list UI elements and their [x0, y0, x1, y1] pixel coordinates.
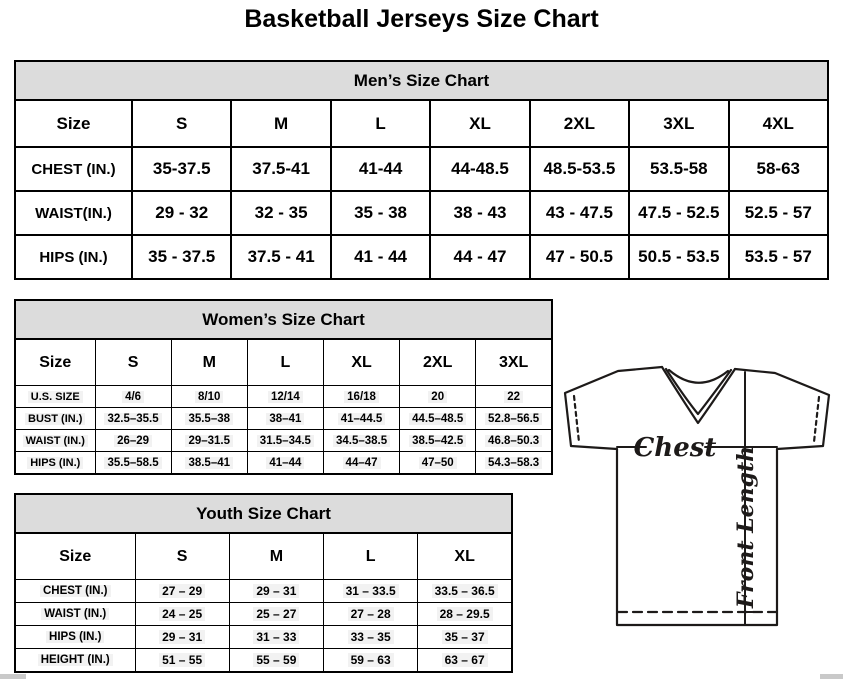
column-header-size: Size: [15, 533, 135, 580]
cell-text: 47–50: [419, 457, 457, 469]
table-row: [15, 300, 552, 339]
cell: [324, 649, 418, 673]
column-header-size: Size: [15, 100, 132, 147]
row-label: [15, 386, 95, 408]
column-header: 3XL: [476, 339, 552, 386]
cell: 47 - 50.5: [530, 235, 629, 279]
table-row: [15, 533, 512, 580]
table-row: [15, 235, 828, 279]
column-header-size: Size: [15, 339, 95, 386]
cell: [247, 386, 323, 408]
cell: [324, 626, 418, 649]
table-row: [15, 580, 512, 603]
youth-size-table: [14, 493, 513, 673]
cell-text: 46.8–50.3: [485, 435, 542, 447]
row-label: CHEST (IN.): [15, 147, 132, 191]
cell-text: 27 – 28: [348, 607, 394, 621]
cell-text: 25 – 27: [253, 607, 299, 621]
cell: [171, 386, 247, 408]
cell-text: 59 – 63: [348, 653, 394, 667]
cell-text: 54.3–58.3: [485, 457, 542, 469]
cell: 41-44: [331, 147, 430, 191]
cell-text: 31.5–34.5: [257, 435, 314, 447]
row-label-text: CHEST (IN.): [40, 585, 111, 597]
row-label: [15, 626, 135, 649]
table-row: [15, 386, 552, 408]
cell-text: 63 – 67: [442, 653, 488, 667]
cell-text: 22: [504, 391, 523, 403]
cell: 38 - 43: [430, 191, 529, 235]
column-header: 2XL: [400, 339, 476, 386]
cell: [418, 626, 512, 649]
cell: 58-63: [729, 147, 828, 191]
cell-text: 51 – 55: [159, 653, 205, 667]
cell: [95, 452, 171, 475]
cell: [476, 386, 552, 408]
row-label: HIPS (IN.): [15, 235, 132, 279]
jersey-measurement-diagram: [556, 357, 843, 644]
table-row: [15, 61, 828, 100]
table-row: [15, 191, 828, 235]
cell-text: 29 – 31: [159, 630, 205, 644]
row-label-text: BUST (IN.): [25, 413, 85, 425]
row-label-text: HIPS (IN.): [46, 631, 104, 643]
row-label-text: HIPS (IN.): [27, 457, 83, 469]
row-label: [15, 408, 95, 430]
cell: [400, 408, 476, 430]
table-row: [15, 626, 512, 649]
cell: 44 - 47: [430, 235, 529, 279]
table-row: [15, 147, 828, 191]
column-header: XL: [323, 339, 399, 386]
column-header: M: [171, 339, 247, 386]
cell-text: 33 – 35: [348, 630, 394, 644]
cell: [400, 430, 476, 452]
cell: [247, 430, 323, 452]
cell: [476, 452, 552, 475]
cell: [324, 580, 418, 603]
cell: [95, 408, 171, 430]
cell: [418, 649, 512, 673]
row-label: [15, 430, 95, 452]
row-label: [15, 580, 135, 603]
cell: [476, 408, 552, 430]
cell-text: 29 – 31: [253, 584, 299, 598]
table-row: [15, 494, 512, 533]
left-cuff-stitch: [574, 396, 579, 442]
cell: [323, 408, 399, 430]
column-header: XL: [418, 533, 512, 580]
cell: 50.5 - 53.5: [629, 235, 728, 279]
cell-text: 44.5–48.5: [409, 413, 466, 425]
chest-label: Chest: [633, 433, 717, 463]
cell: 35-37.5: [132, 147, 231, 191]
cell-text: 38–41: [266, 413, 304, 425]
row-label: [15, 452, 95, 475]
table-row: [15, 430, 552, 452]
cell: [418, 580, 512, 603]
column-header: 4XL: [729, 100, 828, 147]
table-row: [15, 649, 512, 673]
row-label-text: WAIST (IN.): [23, 435, 88, 447]
column-header: S: [95, 339, 171, 386]
cell: [95, 386, 171, 408]
row-label: [15, 603, 135, 626]
jersey-outline: [565, 367, 829, 625]
cell-text: 38.5–41: [185, 457, 233, 469]
cell-text: 52.8–56.5: [485, 413, 542, 425]
cell-text: 41–44.5: [338, 413, 386, 425]
cell: 37.5 - 41: [231, 235, 330, 279]
collar-band-arc: [669, 370, 728, 383]
cell-text: 35.5–38: [185, 413, 233, 425]
cell: [323, 452, 399, 475]
cell-text: 29–31.5: [185, 435, 233, 447]
horizontal-scrollbar-thumb[interactable]: [0, 674, 26, 679]
column-header: L: [331, 100, 430, 147]
cell: [247, 452, 323, 475]
cell: 53.5 - 57: [729, 235, 828, 279]
cell: 35 - 37.5: [132, 235, 231, 279]
cell: [229, 603, 323, 626]
cell: 52.5 - 57: [729, 191, 828, 235]
cell-text: 34.5–38.5: [333, 435, 390, 447]
row-label: [15, 649, 135, 673]
jersey-diagram-svg: [556, 357, 843, 644]
cell-text: 32.5–35.5: [104, 413, 161, 425]
cell: [229, 649, 323, 673]
table-row: [15, 408, 552, 430]
row-label-text: HEIGHT (IN.): [38, 654, 113, 666]
cell: 48.5-53.5: [530, 147, 629, 191]
horizontal-scrollbar-corner[interactable]: [820, 674, 843, 679]
cell: [171, 430, 247, 452]
cell: [323, 386, 399, 408]
cell-text: 26–29: [114, 435, 152, 447]
cell-text: 4/6: [122, 391, 144, 403]
cell: [229, 626, 323, 649]
cell: [135, 580, 229, 603]
column-header: 2XL: [530, 100, 629, 147]
cell-text: 31 – 33.5: [343, 584, 399, 598]
table-row: [15, 339, 552, 386]
cell: [135, 603, 229, 626]
column-header: L: [324, 533, 418, 580]
column-header: S: [135, 533, 229, 580]
cell: 44-48.5: [430, 147, 529, 191]
cell: 43 - 47.5: [530, 191, 629, 235]
cell-text: 41–44: [266, 457, 304, 469]
cell-text: 12/14: [268, 391, 303, 403]
row-label-text: WAIST (IN.): [41, 608, 109, 620]
cell-text: 24 – 25: [159, 607, 205, 621]
column-header: 3XL: [629, 100, 728, 147]
cell: [229, 580, 323, 603]
cell: [171, 452, 247, 475]
table-row: [15, 100, 828, 147]
cell: [95, 430, 171, 452]
cell: [324, 603, 418, 626]
cell: 35 - 38: [331, 191, 430, 235]
column-header: S: [132, 100, 231, 147]
womens-table-title: Women’s Size Chart: [15, 300, 552, 339]
cell-text: 33.5 – 36.5: [432, 584, 498, 598]
cell: [171, 408, 247, 430]
cell: [418, 603, 512, 626]
cell: [400, 386, 476, 408]
cell-text: 28 – 29.5: [437, 607, 493, 621]
cell-text: 38.5–42.5: [409, 435, 466, 447]
column-header: M: [229, 533, 323, 580]
cell-text: 35 – 37: [442, 630, 488, 644]
cell-text: 20: [428, 391, 447, 403]
cell-text: 8/10: [195, 391, 223, 403]
cell: 41 - 44: [331, 235, 430, 279]
mens-table-title: Men’s Size Chart: [15, 61, 828, 100]
cell: 47.5 - 52.5: [629, 191, 728, 235]
row-label: WAIST(IN.): [15, 191, 132, 235]
cell-text: 31 – 33: [253, 630, 299, 644]
cell-text: 16/18: [344, 391, 379, 403]
cell: 32 - 35: [231, 191, 330, 235]
page-title: Basketball Jerseys Size Chart: [244, 5, 599, 33]
cell-text: 55 – 59: [253, 653, 299, 667]
cell: [400, 452, 476, 475]
cell-text: 35.5–58.5: [104, 457, 161, 469]
table-row: [15, 452, 552, 475]
cell-text: 27 – 29: [159, 584, 205, 598]
row-label-text: U.S. SIZE: [28, 391, 83, 403]
front-length-label: Front Length: [733, 445, 759, 609]
cell: [135, 649, 229, 673]
cell: [135, 626, 229, 649]
right-cuff-stitch: [814, 397, 819, 442]
mens-size-table: [14, 60, 829, 280]
cell: [476, 430, 552, 452]
cell: 37.5-41: [231, 147, 330, 191]
column-header: M: [231, 100, 330, 147]
youth-table-title: Youth Size Chart: [15, 494, 512, 533]
womens-size-table: [14, 299, 553, 475]
table-row: [15, 603, 512, 626]
cell: [247, 408, 323, 430]
column-header: XL: [430, 100, 529, 147]
cell: 53.5-58: [629, 147, 728, 191]
cell: [323, 430, 399, 452]
cell-text: 44–47: [343, 457, 381, 469]
cell: 29 - 32: [132, 191, 231, 235]
column-header: L: [247, 339, 323, 386]
